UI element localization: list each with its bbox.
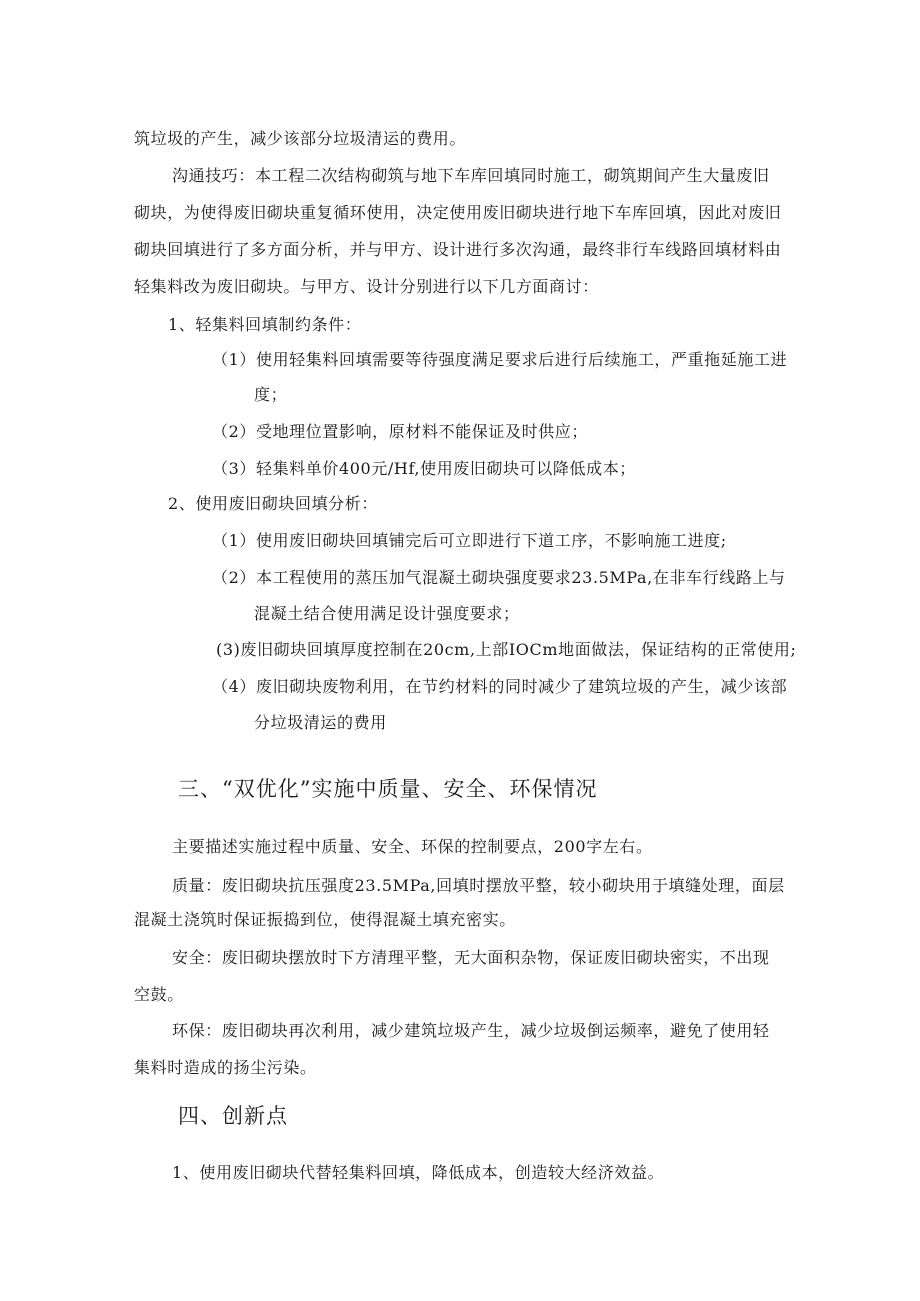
paragraph-line: 轻集料改为废旧砌块。与甲方、设计分别进行以下几方面商讨： — [134, 277, 599, 296]
list-item: （2）本工程使用的蒸压加气混凝土砌块强度要求23.5MPa,在非车行线路上与 — [212, 568, 786, 587]
paragraph-line: 混凝土浇筑时保证振捣到位，使得混凝土填充密实。 — [134, 910, 516, 929]
list-item: （4）废旧砌块废物利用，在节约材料的同时减少了建筑垃圾的产生，减少该部 — [212, 677, 788, 696]
paragraph-line: 环保：废旧砌块再次利用，减少建筑垃圾产生，减少垃圾倒运频率，避免了使用轻 — [172, 1021, 770, 1040]
list-item: (3)废旧砌块回填厚度控制在20cm,上部IOCm地面做法，保证结构的正常使用; — [216, 640, 797, 659]
paragraph-line: 安全：废旧砌块摆放时下方清理平整，无大面积杂物，保证废旧砌块密实，不出现 — [172, 948, 770, 967]
list-item-continuation: 分垃圾清运的费用 — [254, 713, 387, 732]
paragraph-line: 主要描述实施过程中质量、安全、环保的控制要点，200字左右。 — [172, 837, 653, 856]
list-item-continuation: 度； — [254, 385, 288, 404]
list-heading: 1、轻集料回填制约条件： — [168, 315, 362, 334]
list-item: （1）使用废旧砌块回填铺完后可立即进行下道工序，不影响施工进度; — [212, 531, 727, 550]
paragraph-line: 质量：废旧砌块抗压强度23.5MPa,回填时摆放平整，较小砌块用于填缝处理，面层 — [172, 876, 785, 895]
paragraph-line: 筑垃圾的产生，减少该部分垃圾清运的费用。 — [134, 129, 467, 148]
section-3-title: 三、“双优化”实施中质量、安全、环保情况 — [178, 777, 598, 801]
paragraph-line: 1、使用废旧砌块代替轻集料回填，降低成本，创造较大经济效益。 — [172, 1163, 665, 1182]
list-item: （2）受地理位置影响，原材料不能保证及时供应； — [212, 422, 588, 441]
paragraph-line: 砌块，为使得废旧砌块重复循环使用，决定使用废旧砌块进行地下车库回填，因此对废旧 — [134, 203, 782, 222]
paragraph-line: 集料时造成的扬尘污染。 — [134, 1058, 317, 1077]
list-item: （1）使用轻集料回填需要等待强度满足要求后进行后续施工，严重拖延施工进 — [212, 350, 788, 369]
paragraph-line: 沟通技巧：本工程二次结构砌筑与地下车库回填同时施工，砌筑期间产生大量废旧 — [172, 166, 770, 185]
paragraph-line: 砌块回填进行了多方面分析，并与甲方、设计进行多次沟通，最终非行车线路回填材料由 — [134, 240, 782, 259]
paragraph-line: 空鼓。 — [134, 985, 184, 1004]
list-item: （3）轻集料单价400元/Hf,使用废旧砌块可以降低成本； — [212, 459, 636, 478]
list-heading: 2、使用废旧砌块回填分析： — [168, 494, 378, 513]
list-item-continuation: 混凝土结合使用满足设计强度要求； — [254, 604, 520, 623]
section-4-title: 四、创新点 — [178, 1104, 288, 1128]
